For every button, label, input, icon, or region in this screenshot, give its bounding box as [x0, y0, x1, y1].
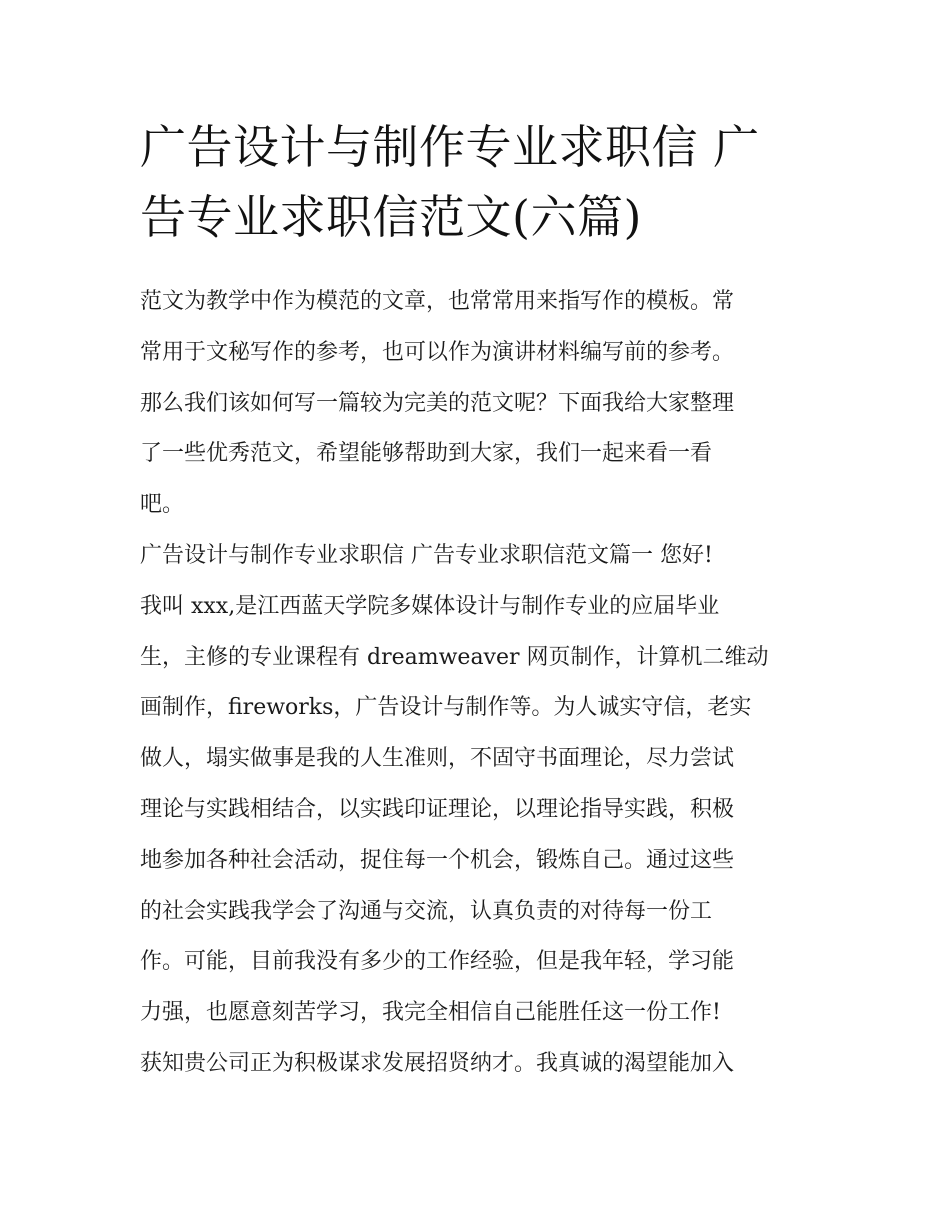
- body-line: 力强，也愿意刻苦学习，我完全相信自己能胜任这一份工作!: [140, 1000, 721, 1026]
- body-line: 做人，塌实做事是我的人生准则，不固守书面理论，尽力尝试: [140, 746, 735, 772]
- body-line: 地参加各种社会活动，捉住每一个机会，锻炼自己。通过这些: [140, 847, 735, 873]
- body-line: 作。可能，目前我没有多少的工作经验，但是我年轻，学习能: [140, 949, 735, 975]
- body-line: 画制作，fireworks，广告设计与制作等。为人诚实守信，老实: [140, 695, 752, 721]
- document-body: [140, 277, 830, 1090]
- body-line: 范文为教学中作为模范的文章，也常常用来指写作的模板。常: [140, 289, 735, 314]
- body-line: 吧。: [140, 492, 185, 518]
- body-line: 生，主修的专业课程有 dreamweaver 网页制作，计算机二维动: [140, 644, 769, 670]
- title-line: 广告设计与制作专业求职信 广: [140, 120, 760, 174]
- document-title: [140, 112, 820, 252]
- body-line: 广告设计与制作专业求职信 广告专业求职信范文篇一 您好!: [140, 542, 713, 568]
- body-line: 的社会实践我学会了沟通与交流，认真负责的对待每一份工: [140, 898, 713, 924]
- body-line: 那么我们该如何写一篇较为完美的范文呢？下面我给大家整理: [140, 390, 735, 416]
- body-line: 了一些优秀范文，希望能够帮助到大家，我们一起来看一看: [140, 441, 713, 467]
- body-line: 获知贵公司正为积极谋求发展招贤纳才。我真诚的渴望能加入: [140, 1050, 735, 1076]
- title-line: 告专业求职信范文(六篇): [140, 190, 642, 244]
- body-line: 我叫 xxx,是江西蓝天学院多媒体设计与制作专业的应届毕业: [140, 593, 720, 619]
- body-line: 常用于文秘写作的参考，也可以作为演讲材料编写前的参考。: [140, 339, 735, 365]
- body-line: 理论与实践相结合，以实践印证理论，以理论指导实践，积极: [140, 796, 735, 822]
